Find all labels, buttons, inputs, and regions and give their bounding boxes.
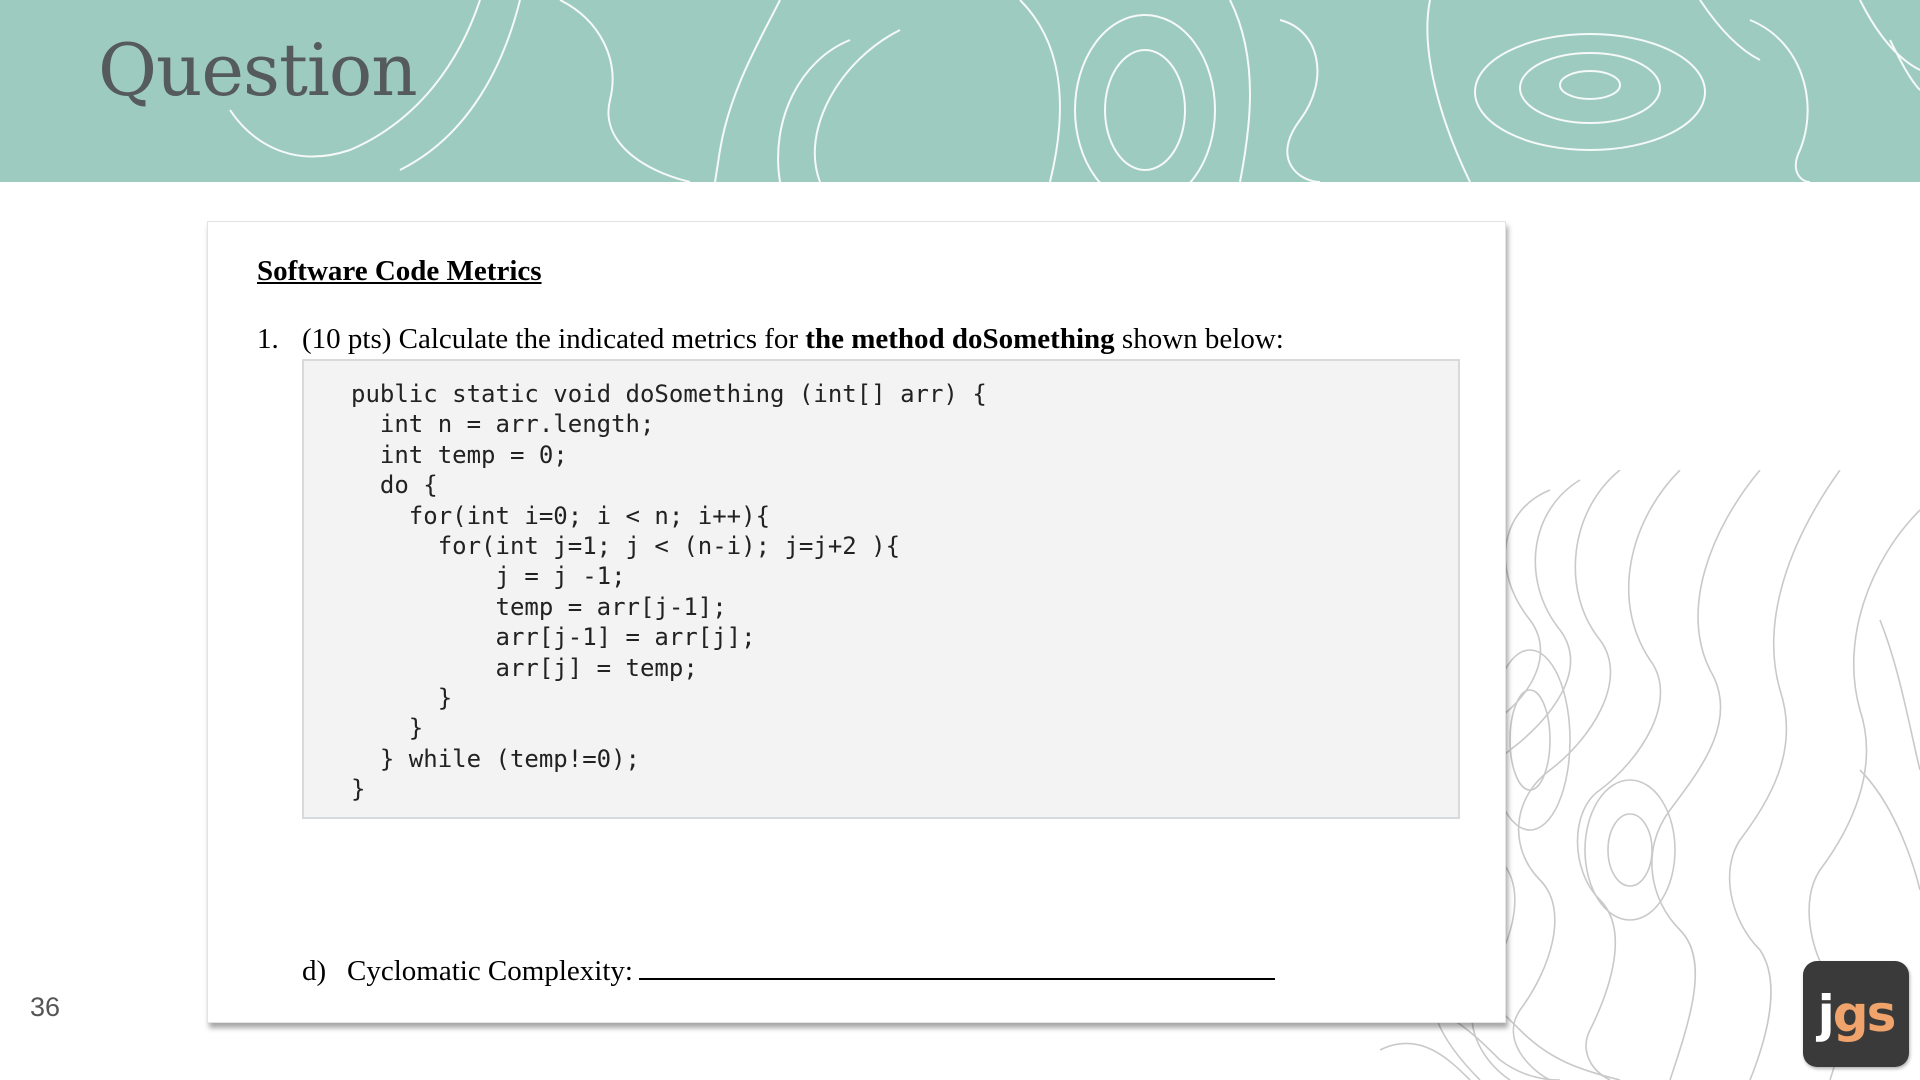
answer-blank (639, 950, 1275, 980)
answer-line (302, 950, 1275, 988)
question-emphasis: the method doSomething (805, 323, 1115, 355)
logo-gs: gs (1832, 985, 1895, 1043)
code-text: public static void doSomething (int[] arr) { int n = arr.length; int temp = 0; do { for(int i=0; i < n; i++){ for(int j=1; j < (n-i); j=j+2 ){ j = j -1; temp = arr[j-1]; arr[j-1] = arr[j]; arr[j] = temp; } } } while (temp!=0); } (351, 380, 987, 804)
question-suffix: shown below: (1114, 323, 1284, 355)
question-number: 1. (257, 323, 279, 355)
answer-letter: d) (302, 955, 327, 987)
answer-label: Cyclomatic Complexity: (347, 955, 633, 987)
question-text (257, 323, 1284, 356)
jgs-logo-icon (1803, 961, 1909, 1067)
question-card (207, 221, 1506, 1023)
question-prefix: (10 pts) Calculate the indicated metrics for (302, 323, 806, 355)
code-block (302, 359, 1460, 819)
section-title: Software Code Metrics (257, 255, 542, 287)
logo-j: j (1817, 985, 1833, 1043)
slide-title: Question (98, 28, 417, 112)
slide-header (0, 0, 1920, 182)
page-number: 36 (30, 992, 61, 1022)
